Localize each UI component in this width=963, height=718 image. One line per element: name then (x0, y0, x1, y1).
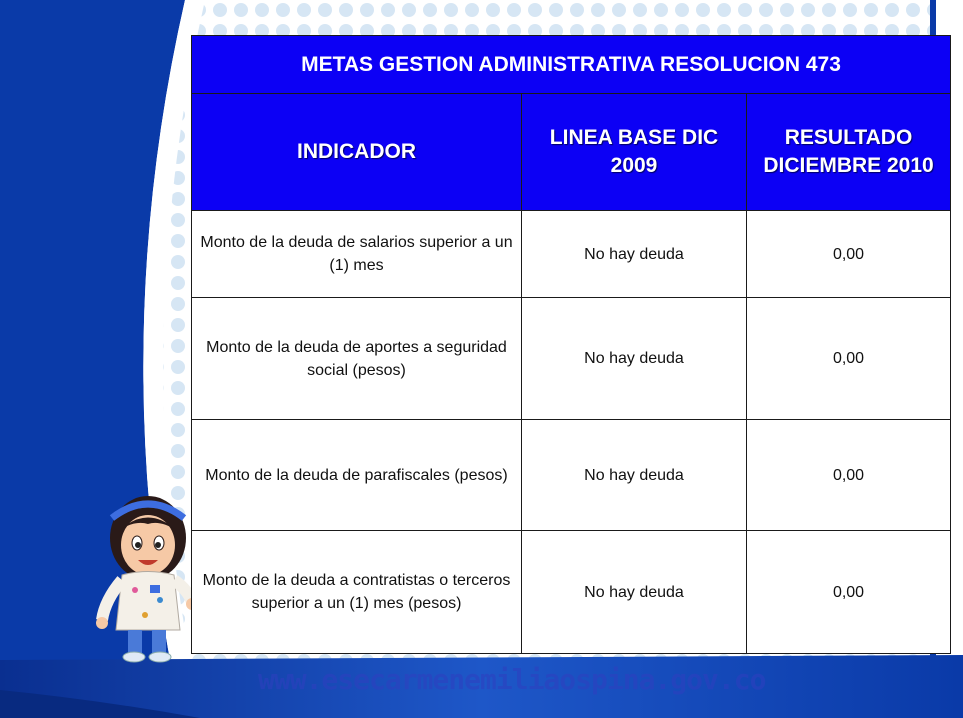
result-cell: 0,00 (747, 531, 951, 654)
baseline-cell: No hay deuda (522, 211, 747, 298)
result-cell: 0,00 (747, 211, 951, 298)
table-row (192, 211, 951, 298)
indicator-cell: Monto de la deuda de aportes a seguridad social (pesos) (192, 298, 522, 420)
baseline-cell: No hay deuda (522, 531, 747, 654)
indicator-cell: Monto de la deuda de salarios superior a un (1) mes (192, 211, 522, 298)
table-row (192, 420, 951, 531)
baseline-cell: No hay deuda (522, 298, 747, 420)
table-title: METAS GESTION ADMINISTRATIVA RESOLUCION 473 (192, 36, 951, 94)
header-baseline: LINEA BASE DIC 2009 (522, 94, 747, 211)
header-indicator: INDICADOR (192, 94, 522, 211)
table-row (192, 531, 951, 654)
baseline-cell: No hay deuda (522, 420, 747, 531)
result-cell: 0,00 (747, 298, 951, 420)
header-row (192, 94, 951, 211)
child-mascot-illustration (90, 490, 200, 665)
header-result: RESULTADO DICIEMBRE 2010 (747, 94, 951, 211)
indicator-cell: Monto de la deuda a contratistas o terceros superior a un (1) mes (pesos) (192, 531, 522, 654)
goals-table (191, 35, 951, 654)
result-cell: 0,00 (747, 420, 951, 531)
table-row (192, 298, 951, 420)
indicator-cell: Monto de la deuda de parafiscales (pesos) (192, 420, 522, 531)
footer-url[interactable]: www.esecarmenemiliaospina.gov.co (258, 663, 766, 696)
